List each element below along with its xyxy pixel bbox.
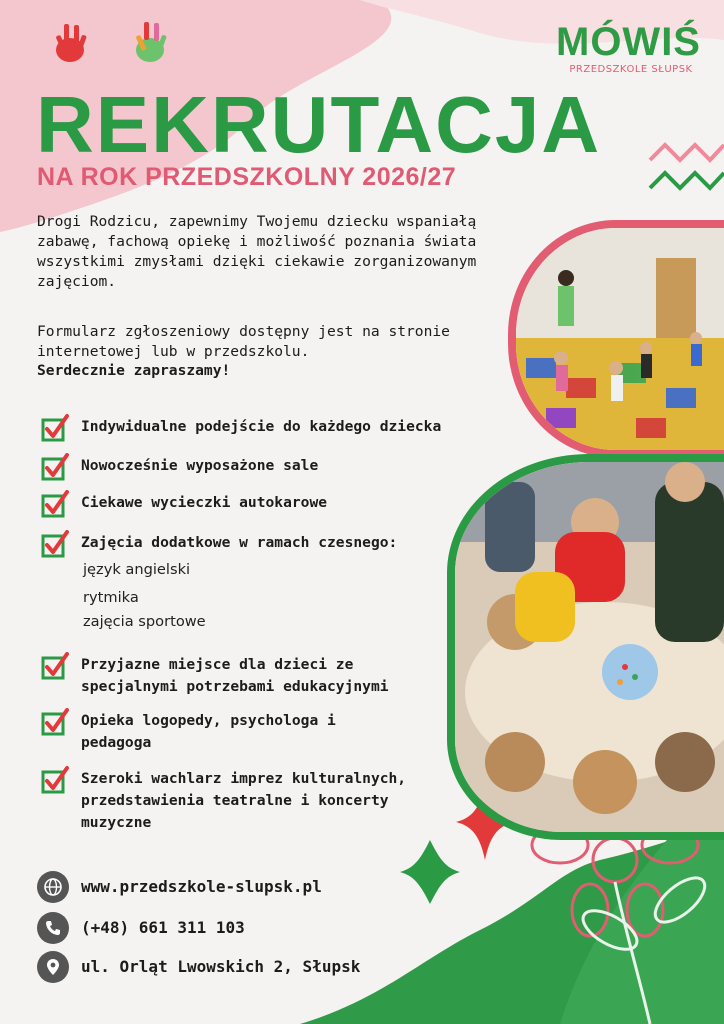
contact-phone[interactable] — [37, 912, 437, 944]
page-subtitle: NA ROK PRZEDSZKOLNY 2026/27 — [37, 163, 457, 191]
feature-text: Zajęcia dodatkowe w ramach czesnego: — [81, 534, 398, 551]
form-info-text: Formularz zgłoszeniowy dostępny jest na stronie internetowej lub w przedszkolu. — [37, 323, 450, 360]
website-text[interactable]: www.przedszkole-slupsk.pl — [81, 877, 322, 896]
invite-text: Serdecznie zapraszamy! — [37, 362, 231, 379]
photo-classroom-activity — [516, 228, 724, 450]
check-icon — [37, 708, 73, 738]
phone-icon — [37, 912, 69, 944]
check-icon — [37, 530, 73, 560]
extra-class-item: rytmika — [83, 589, 139, 606]
contact-address — [37, 951, 437, 983]
feature-text: Opieka logopedy, psychologa i pedagoga — [81, 712, 336, 751]
extra-class-item: zajęcia sportowe — [83, 613, 206, 630]
photo-children-table — [455, 462, 724, 832]
page-title: REKRUTACJA — [36, 80, 602, 169]
check-icon — [37, 766, 73, 796]
feature-text: Nowocześnie wyposażone sale — [81, 457, 319, 474]
contact-website[interactable] — [37, 871, 437, 903]
location-pin-icon — [37, 951, 69, 983]
feature-text: Ciekawe wycieczki autokarowe — [81, 494, 328, 511]
feature-text: Indywidualne podejście do każdego dziecka — [81, 418, 442, 435]
phone-text[interactable]: (+48) 661 311 103 — [81, 918, 245, 937]
globe-icon — [37, 871, 69, 903]
check-icon — [37, 453, 73, 483]
address-text: ul. Orląt Lwowskich 2, Słupsk — [81, 957, 361, 976]
feature-text: Szeroki wachlarz imprez kulturalnych, przedstawienia teatralne i koncerty muzyczne — [81, 770, 407, 831]
logo-subtitle: PRZEDSZKOLE SŁUPSK — [569, 64, 693, 75]
extra-class-item: język angielski — [83, 561, 191, 578]
check-icon — [37, 652, 73, 682]
intro-text: Drogi Rodzicu, zapewnimy Twojemu dziecku wspaniałą zabawę, fachową opiekę i możliwość poznania świata wszystkimi zmysłami dzięki ciekawie zorganizowanym zajęciom. — [37, 213, 477, 290]
feature-text: Przyjazne miejsce dla dzieci ze specjalnymi potrzebami edukacyjnymi — [81, 656, 389, 695]
check-icon — [37, 414, 73, 444]
check-icon — [37, 490, 73, 520]
logo: MÓWIŚ — [556, 20, 701, 64]
